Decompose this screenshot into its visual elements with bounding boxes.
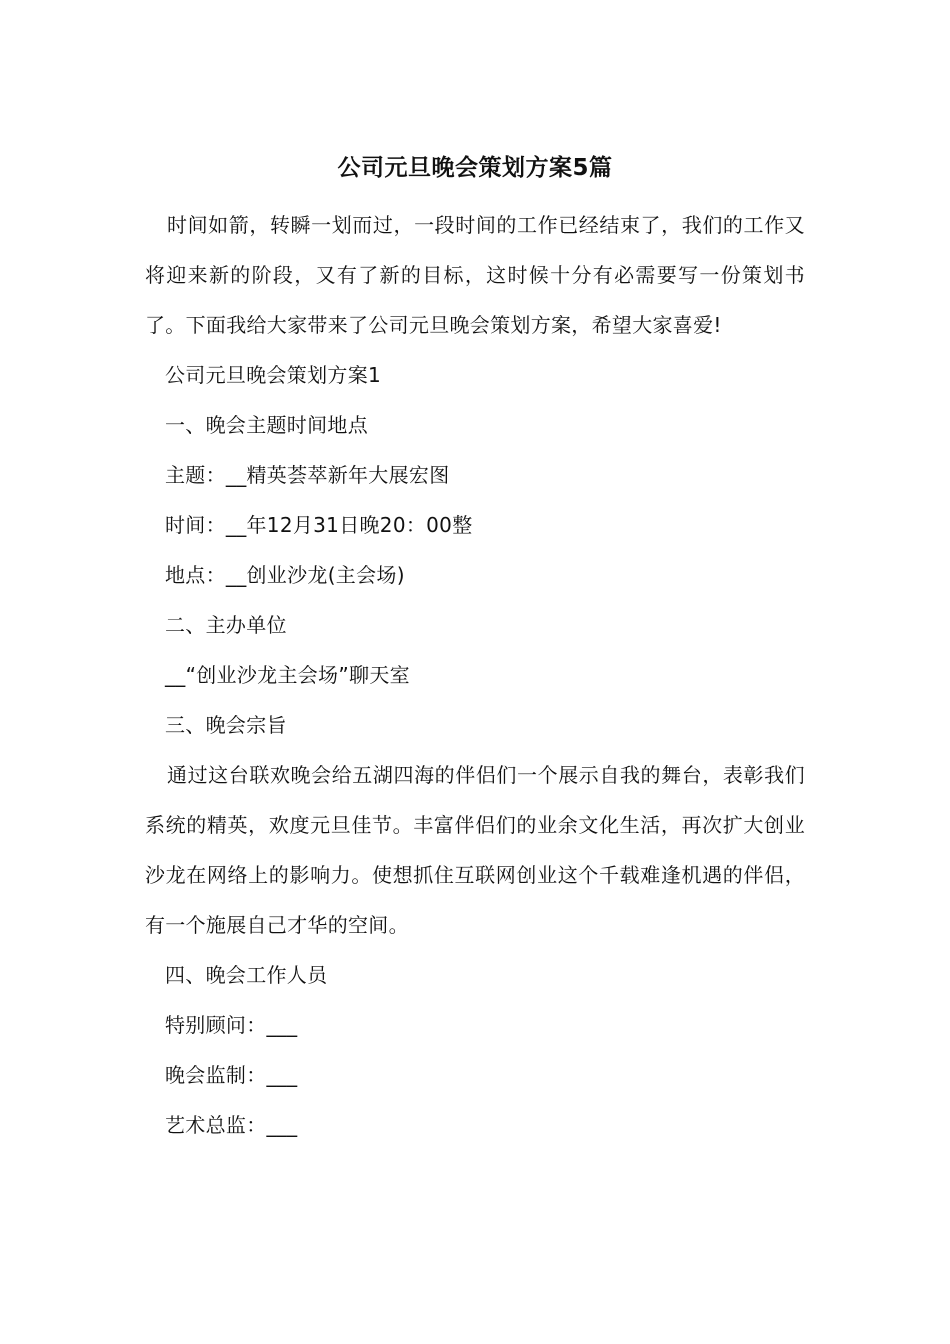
document-body <box>145 200 805 1150</box>
intro-paragraph: 时间如箭，转瞬一划而过，一段时间的工作已经结束了，我们的工作又将迎来新的阶段，又有了新的目标，这时候十分有必需要写一份策划书了。下面我给大家带来了公司元旦晚会策划方案，希望大家喜爱! <box>145 213 805 337</box>
place-line: 地点：__创业沙龙(主会场) <box>165 563 405 587</box>
purpose-paragraph: 通过这台联欢晚会给五湖四海的伴侣们一个展示自我的舞台，表彰我们系统的精英，欢度元旦佳节。丰富伴侣们的业余文化生活，再次扩大创业沙龙在网络上的影响力。使想抓住互联网创业这个千载难逢机遇的伴侣，有一个施展自己才华的空间。 <box>145 763 805 937</box>
heading-theme-time-place: 一、晚会主题时间地点 <box>165 413 368 437</box>
organizer-line: __“创业沙龙主会场”聊天室 <box>165 663 410 687</box>
document-title: 公司元旦晚会策划方案5篇 <box>337 155 613 181</box>
staff-advisor-line: 特别顾问：___ <box>165 1013 298 1037</box>
section-heading-plan-1: 公司元旦晚会策划方案1 <box>165 363 382 387</box>
heading-purpose: 三、晚会宗旨 <box>165 713 287 737</box>
theme-line: 主题：__精英荟萃新年大展宏图 <box>165 463 450 487</box>
heading-staff: 四、晚会工作人员 <box>165 963 328 987</box>
staff-supervisor-line: 晚会监制：___ <box>165 1063 298 1087</box>
heading-organizer: 二、主办单位 <box>165 613 287 637</box>
time-line: 时间：__年12月31日晚20：00整 <box>165 513 473 537</box>
staff-art-director-line: 艺术总监：___ <box>165 1113 298 1137</box>
